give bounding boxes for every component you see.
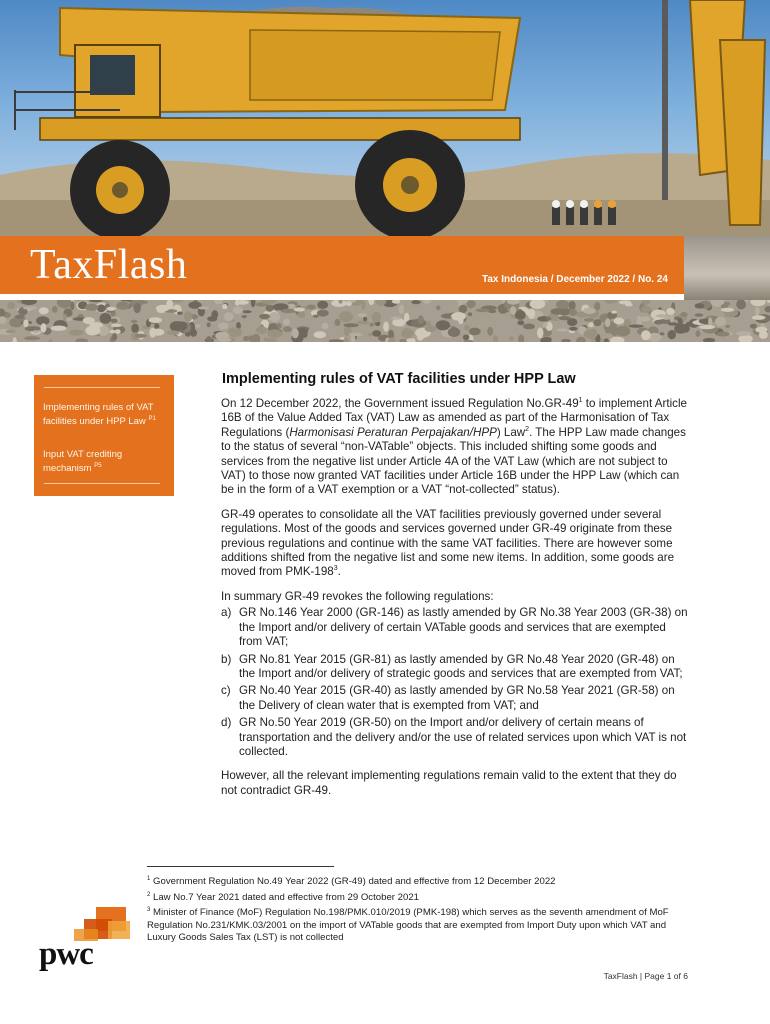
list-intro: In summary GR-49 revokes the following regulations: (221, 589, 494, 603)
footnote-ref[interactable]: 2 (525, 425, 530, 433)
footnote (147, 873, 695, 889)
revoked-regulations-list (221, 606, 691, 759)
contents-item-label: Input VAT crediting mechanism (43, 449, 123, 474)
list-item (221, 684, 691, 713)
list-marker: d) (221, 716, 232, 730)
footnote-text: Government Regulation No.49 Year 2022 (GR-49) dated and effective from 12 December 2022 (153, 876, 556, 888)
footnote-number: 1 (147, 876, 151, 882)
paragraph: However, all the relevant implementing regulations remain valid to the extent that they do not contradict GR-49. (221, 769, 677, 797)
paragraph (221, 508, 691, 580)
footnote-divider (147, 866, 334, 867)
footnote-number: 3 (147, 907, 151, 914)
article-title: Implementing rules of VAT facilities under HPP Law (222, 371, 576, 387)
article-body (221, 397, 691, 808)
gravel-photo-strip (0, 300, 770, 342)
text-run: . (337, 565, 341, 579)
text-run: . The HPP Law made changes to the status of several “non-VATable” objects. This included shifting some goods and services from the negative list under Article 4A of the VAT Law (which are not subject to VAT) to those now granted VAT facilities under Article 16B under the HPP Law (which can be in the form of a VAT exemption or a VAT “not-collected” status). (221, 425, 686, 497)
list-item (221, 716, 691, 759)
italic-term: Harmonisasi Peraturan Perpajakan/HPP (289, 425, 497, 439)
footnote-text: Minister of Finance (MoF) Regulation No.198/PMK.010/2019 (PMK-198) which serves as the seventh amendment of MoF Regulation No.231/KMK.03/2001 on the import of VATable goods that are exempted from Import Duty upon which VAT and Luxury Goods Sales Tax (LST) is not collected (147, 907, 669, 944)
paragraph (221, 397, 691, 498)
gravel-texture (0, 300, 770, 342)
contents-item[interactable] (43, 402, 167, 427)
text-run: On 12 December 2022, the Government issued Regulation No.GR-49 (221, 397, 579, 410)
list-item (221, 606, 691, 649)
hero-photo-edge (684, 236, 770, 300)
list-item-text: GR No.81 Year 2015 (GR-81) as lastly amended by GR No.48 Year 2020 (GR-48) on the Import and/or delivery of strategic goods and services that are exempted from VAT; (239, 652, 683, 680)
list-item (221, 653, 691, 682)
contents-item-page: P5 (94, 462, 102, 469)
list-marker: c) (221, 684, 231, 698)
hero-photo (0, 0, 770, 236)
issue-line: Tax Indonesia / December 2022 / No. 24 (481, 274, 668, 285)
text-run: to implement Article 16B of the Value Added Tax (VAT) Law as amended as part of the Harmonisation of Tax Regulations ( (221, 397, 687, 439)
contents-rule-bottom (44, 483, 160, 484)
pwc-logo-wordmark: pwc (39, 936, 93, 972)
contents-item-page: P1 (148, 415, 156, 422)
contents-item-label: Implementing rules of VAT facilities under HPP Law (43, 402, 154, 427)
brand-title: TaxFlash (30, 242, 188, 288)
text-run: GR-49 operates to consolidate all the VAT facilities previously governed under several regulations. Most of the goods and services governed under GR-49 originate from these previous regulations and continue with the same VAT facilities. There are however some additions shifted from the negative list and some new items. In addition, some goods are moved from PMK-198 (221, 507, 675, 579)
contents-box (34, 375, 174, 496)
text-run: ) Law (496, 425, 526, 439)
footnotes (147, 873, 695, 945)
contents-rule-top (44, 387, 160, 388)
list-item-text: GR No.50 Year 2019 (GR-50) on the Import and/or delivery of certain means of transportation and the delivery and/or the use of related services upon which VAT is not collected. (239, 716, 687, 758)
footnote-number: 2 (147, 891, 151, 898)
page-footer: TaxFlash | Page 1 of 6 (603, 971, 688, 981)
mining-truck-illustration (0, 0, 770, 236)
contents-item[interactable] (43, 449, 167, 474)
list-item-text: GR No.146 Year 2000 (GR-146) as lastly amended by GR No.38 Year 2003 (GR-38) on the Import and/or delivery of certain VATable goods and services that are exempted from VAT; (239, 606, 688, 649)
footnote (147, 889, 695, 905)
list-marker: a) (221, 606, 232, 620)
footnote-text: Law No.7 Year 2021 dated and effective from 29 October 2021 (153, 891, 419, 903)
list-item-text: GR No.40 Year 2015 (GR-40) as lastly amended by GR No.58 Year 2021 (GR-58) on the Delivery of clean water that is exempted from VAT; and (239, 684, 675, 712)
footnote-ref[interactable]: 1 (578, 397, 583, 405)
list-marker: b) (221, 652, 232, 666)
footnote (147, 904, 695, 944)
footnote-ref[interactable]: 3 (333, 565, 338, 573)
